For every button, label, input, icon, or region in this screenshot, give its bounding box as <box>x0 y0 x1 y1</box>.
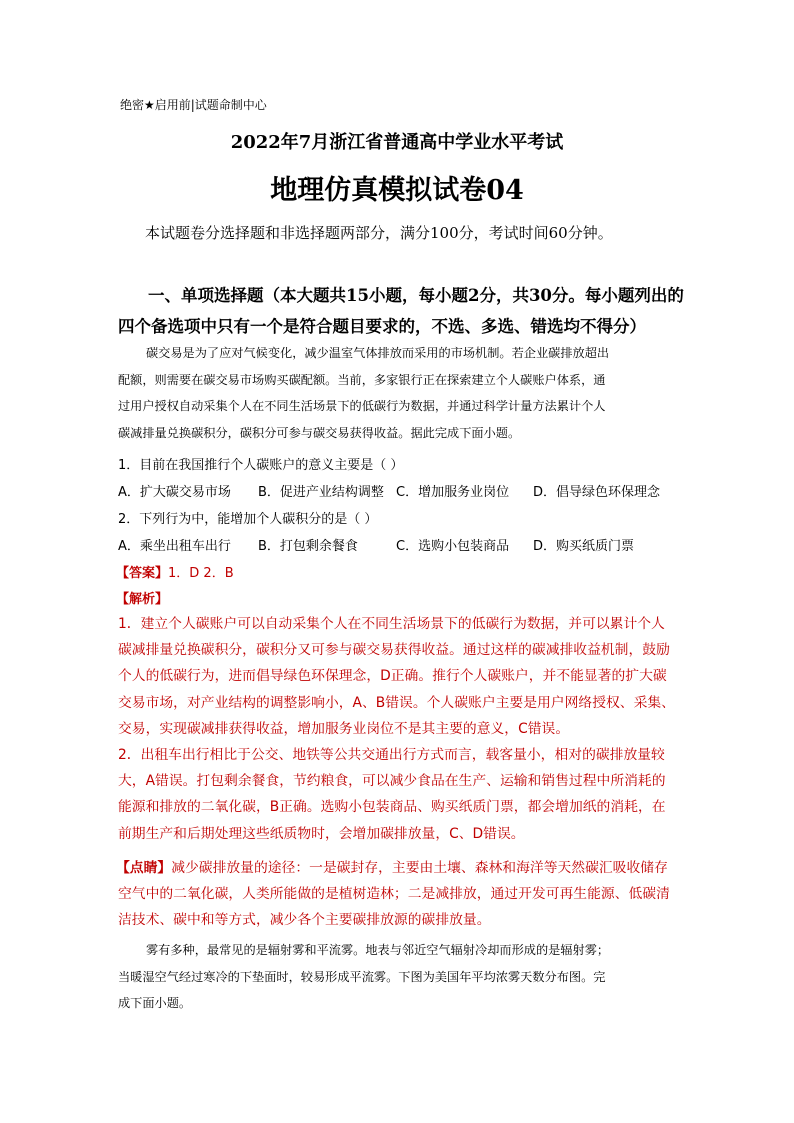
question-stem: 1．目前在我国推行个人碳账户的意义主要是（ ） <box>118 458 404 473</box>
analysis-line: 2．出租车出行相比于公交、地铁等公共交通出行方式而言，载客量小，相对的碳排放量较 <box>118 747 665 764</box>
analysis-label-line <box>116 588 168 607</box>
paper-title: 地理仿真模拟试卷04 <box>270 175 524 206</box>
question-option: D．购买纸质门票 <box>533 539 635 554</box>
question-option: C．增加服务业岗位 <box>396 485 510 500</box>
tip-body <box>116 855 676 934</box>
passage-line: 雾有多种，最常见的是辐射雾和平流雾。地表与邻近空气辐射冷却而形成的是辐射雾； <box>146 943 610 957</box>
analysis-line: 1．建立个人碳账户可以自动采集个人在不同生活场景下的低碳行为数据，并可以累计个人 <box>118 616 665 632</box>
question-stem: 2．下列行为中，能增加个人碳积分的是（ ） <box>118 512 378 527</box>
question-option: A．扩大碳交易市场 <box>118 485 231 500</box>
analysis-line: 个人的低碳行为，进而倡导绿色环保理念，D正确。推行个人碳账户，并不能显著的扩大碳 <box>118 668 667 685</box>
question-option: C．选购小包装商品 <box>396 539 510 554</box>
section-heading-line: 一、单项选择题（本大题共15小题，每小题2分，共30分。每小题列出的 <box>148 286 684 305</box>
question-option: B．打包剩余餐食 <box>258 539 358 554</box>
exam-title: 2022年7月浙江省普通高中学业水平考试 <box>230 132 564 153</box>
analysis-line: 交易，实现碳减排获得收益，增加服务业岗位不是其主要的意义，C错误。 <box>118 720 570 737</box>
tip-text: 减少碳排放量的途径：一是碳封存，主要由土壤、森林和海洋等天然碳汇吸收储存 <box>171 860 668 876</box>
passage-line: 碳交易是为了应对气候变化，减少温室气体排放而采用的市场机制。若企业碳排放超出 <box>146 346 610 360</box>
tip-line: 空气中的二氧化碳，人类所能做的是植树造林；二是减排放，通过开发可再生能源、低碳清 <box>118 886 670 903</box>
passage-fog <box>118 937 680 1017</box>
passage-line: 当暖湿空气经过寒冷的下垫面时，较易形成平流雾。下图为美国年平均浓雾天数分布图。完 <box>118 969 606 984</box>
question-option: B．促进产业结构调整 <box>258 485 384 500</box>
tip-line: 洁技术、碳中和等方式，减少各个主要碳排放源的碳排放量。 <box>118 912 491 929</box>
passage-line: 配额，则需要在碳交易市场购买碳配额。当前，多家银行正在探索建立个人碳账户体系，通 <box>118 372 606 387</box>
passage-line: 过用户授权自动采集个人在不同生活场景下的低碳行为数据，并通过科学计量方法累计个人 <box>118 399 606 413</box>
section-heading-line: 四个备选项中只有一个是符合题目要求的，不选、多选、错选均不得分） <box>118 317 646 336</box>
section-heading <box>118 280 684 342</box>
analysis-line: 大，A错误。打包剩余餐食，节约粮食，可以减少食品在生产、运输和销售过程中所消耗的 <box>118 773 666 790</box>
confidential-note: 绝密★启用前|试题命制中心 <box>120 98 267 112</box>
question-option: A．乘坐出租车出行 <box>118 539 231 554</box>
analysis-line: 交易市场，对产业结构的调整影响小，A、B错误。个人碳账户主要是用户网络授权、采集、 <box>118 694 675 711</box>
tip-label: 【点睛】 <box>116 860 172 876</box>
answer-label: 【答案】 <box>116 566 169 581</box>
passage-line: 碳减排量兑换碳积分，碳积分可参与碳交易获得收益。据此完成下面小题。 <box>118 425 521 440</box>
analysis-label: 【解析】 <box>116 592 169 607</box>
analysis-body <box>118 611 678 847</box>
passage-line: 成下面小题。 <box>118 996 192 1010</box>
answer-text: 1．D 2．B <box>168 566 234 581</box>
analysis-line: 能源和排放的二氧化碳，B正确。选购小包装商品、购买纸质门票，都会增加纸的消耗，在 <box>118 799 666 816</box>
passage-carbon-trading <box>118 340 680 446</box>
analysis-line: 前期生产和后期处理这些纸质物时，会增加碳排放量，C、D错误。 <box>118 825 525 842</box>
question-option: D．倡导绿色环保理念 <box>533 485 661 500</box>
tip-line <box>116 855 676 881</box>
exam-intro: 本试题卷分选择题和非选择题两部分，满分100分，考试时间60分钟。 <box>145 224 613 242</box>
analysis-line: 碳减排量兑换碳积分，碳积分又可参与碳交易获得收益。通过这样的碳减排收益机制，鼓励 <box>118 642 670 659</box>
answer-line <box>116 562 234 581</box>
